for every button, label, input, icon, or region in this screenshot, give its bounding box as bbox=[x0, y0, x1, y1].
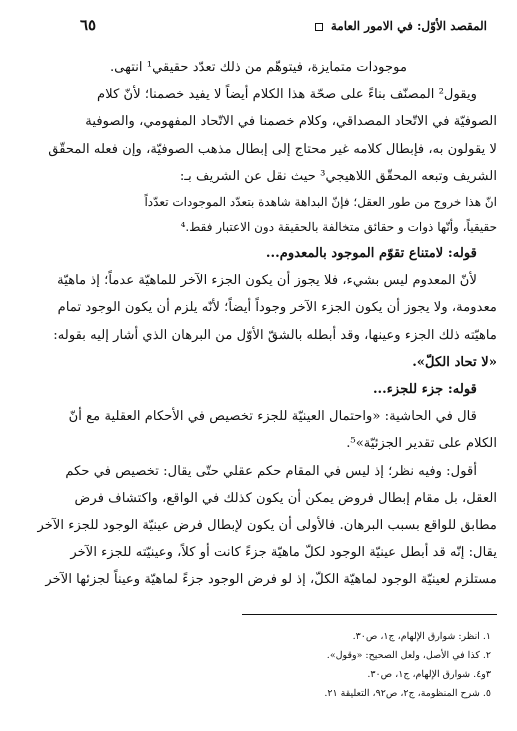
body-line: الشريف وتبعه المحقّق اللاهيجي³ حيث نقل عن الشريف بـ: bbox=[179, 168, 497, 184]
footnotes bbox=[20, 627, 497, 703]
footnote-divider bbox=[242, 614, 497, 615]
body-line: ماهيّته ذلك الجزء وعينها، وقد أبطله بالشقّ الأوّل من البرهان الذي أشار إليه بقوله: bbox=[53, 327, 497, 343]
body-line: أقول: وفيه نظر؛ إذ ليس في المقام حكم عقلي حتّى يقال: تخصيص في حكم bbox=[65, 463, 477, 479]
body-line: «لا تحاد الكلّ». bbox=[412, 354, 497, 370]
body-line: لأنّ المعدوم ليس بشيء، فلا يجوز أن يكون الجزء الآخر للماهيّة عدماً؛ إذ ماهيّة bbox=[57, 273, 477, 289]
header-title bbox=[311, 19, 487, 33]
body-line: ويقول² المصنّف بناءً على صحّة هذا الكلام أيضاً لا يفيد خصمنا؛ لأنّ كلام bbox=[97, 87, 477, 103]
body-line: لا يقولون به، فإبطال كلامه غير محتاج إلى إبطال مذهب الصوفيّة، وإن فعله المحقّق bbox=[48, 141, 497, 157]
body-line: الكلام على تقدير الجزئيّة»⁵. bbox=[346, 436, 497, 452]
body-line: العقل، بل مقام إبطال فروض يمكن أن يكون كذلك في الواقع، واكتشاف فرض bbox=[74, 490, 497, 506]
footnote: ٣و٤. شوارق الإلهام، ج١، ص٣٠. bbox=[367, 668, 491, 680]
body-line: قال في الحاشية: «واحتمال العينيّة للجزء تخصيص في الأحكام العقلية مع أنّ bbox=[68, 409, 477, 425]
page-number: ٦٥ bbox=[80, 16, 97, 34]
body-line: مستلزم لعينيّة الوجود لماهيّة الكلّ، إذ لو فرض الوجود جزءً لماهيّة وعيناً لجزئها الآخر bbox=[45, 572, 497, 588]
footnote: ١. انظر: شوارق الإلهام، ج١، ص٣٠. bbox=[352, 630, 491, 642]
quote-line: حقيقياً، وأنّها ذوات و حقائق متخالفة بالحقيقة دون الاعتبار فقط.⁴ bbox=[180, 220, 497, 235]
footnote: ٢. كذا في الأصل، ولعل الصحيح: «وقول». bbox=[326, 649, 491, 661]
header-title-text: المقصد الأوّل: في الامور العامة bbox=[330, 19, 487, 33]
running-header bbox=[20, 16, 497, 34]
lemma-heading: قوله: لامتناع تقوّم الموجود بالمعدوم... bbox=[265, 246, 477, 262]
body-line: معدومة، ولا يجوز أن يكون الجزء الآخر وجوداً أيضاً؛ لأنّه يلزم أن يكون الوجود تمام bbox=[57, 300, 497, 316]
quote-line: انّ هذا خروج من طور العقل؛ فإنّ البداهة شاهدة بتعدّد الموجودات تعدّداً bbox=[144, 195, 497, 210]
square-ornament-icon bbox=[315, 23, 323, 31]
lemma-heading: قوله: جزء للجزء... bbox=[372, 382, 477, 398]
block-quote bbox=[20, 190, 497, 240]
body-line: يقال: إنّه قد أبطل عينيّة الوجود لكلّ ماهيّة جزءً كانت أو كلاً، وعينيّته للجزء الآخر bbox=[70, 545, 497, 561]
footnote: ٥. شرح المنظومة، ج٢، ص٩٢، التعليقة ٢١. bbox=[324, 687, 491, 699]
body-text bbox=[20, 54, 497, 594]
body-line: موجودات متمايزة، فيتوهّم من ذلك تعدّد حقيقي¹ انتهى. bbox=[109, 60, 408, 75]
body-line: الصوفيّة في الاتّحاد المصداقي، وكلام خصمنا في الاتّحاد المفهومي، والصوفية bbox=[85, 114, 497, 130]
body-line: مطابق للواقع بسبب البرهان. فالأولى أن يكون لإبطال فرض عينيّة الوجود للجزء الآخر bbox=[37, 518, 497, 534]
